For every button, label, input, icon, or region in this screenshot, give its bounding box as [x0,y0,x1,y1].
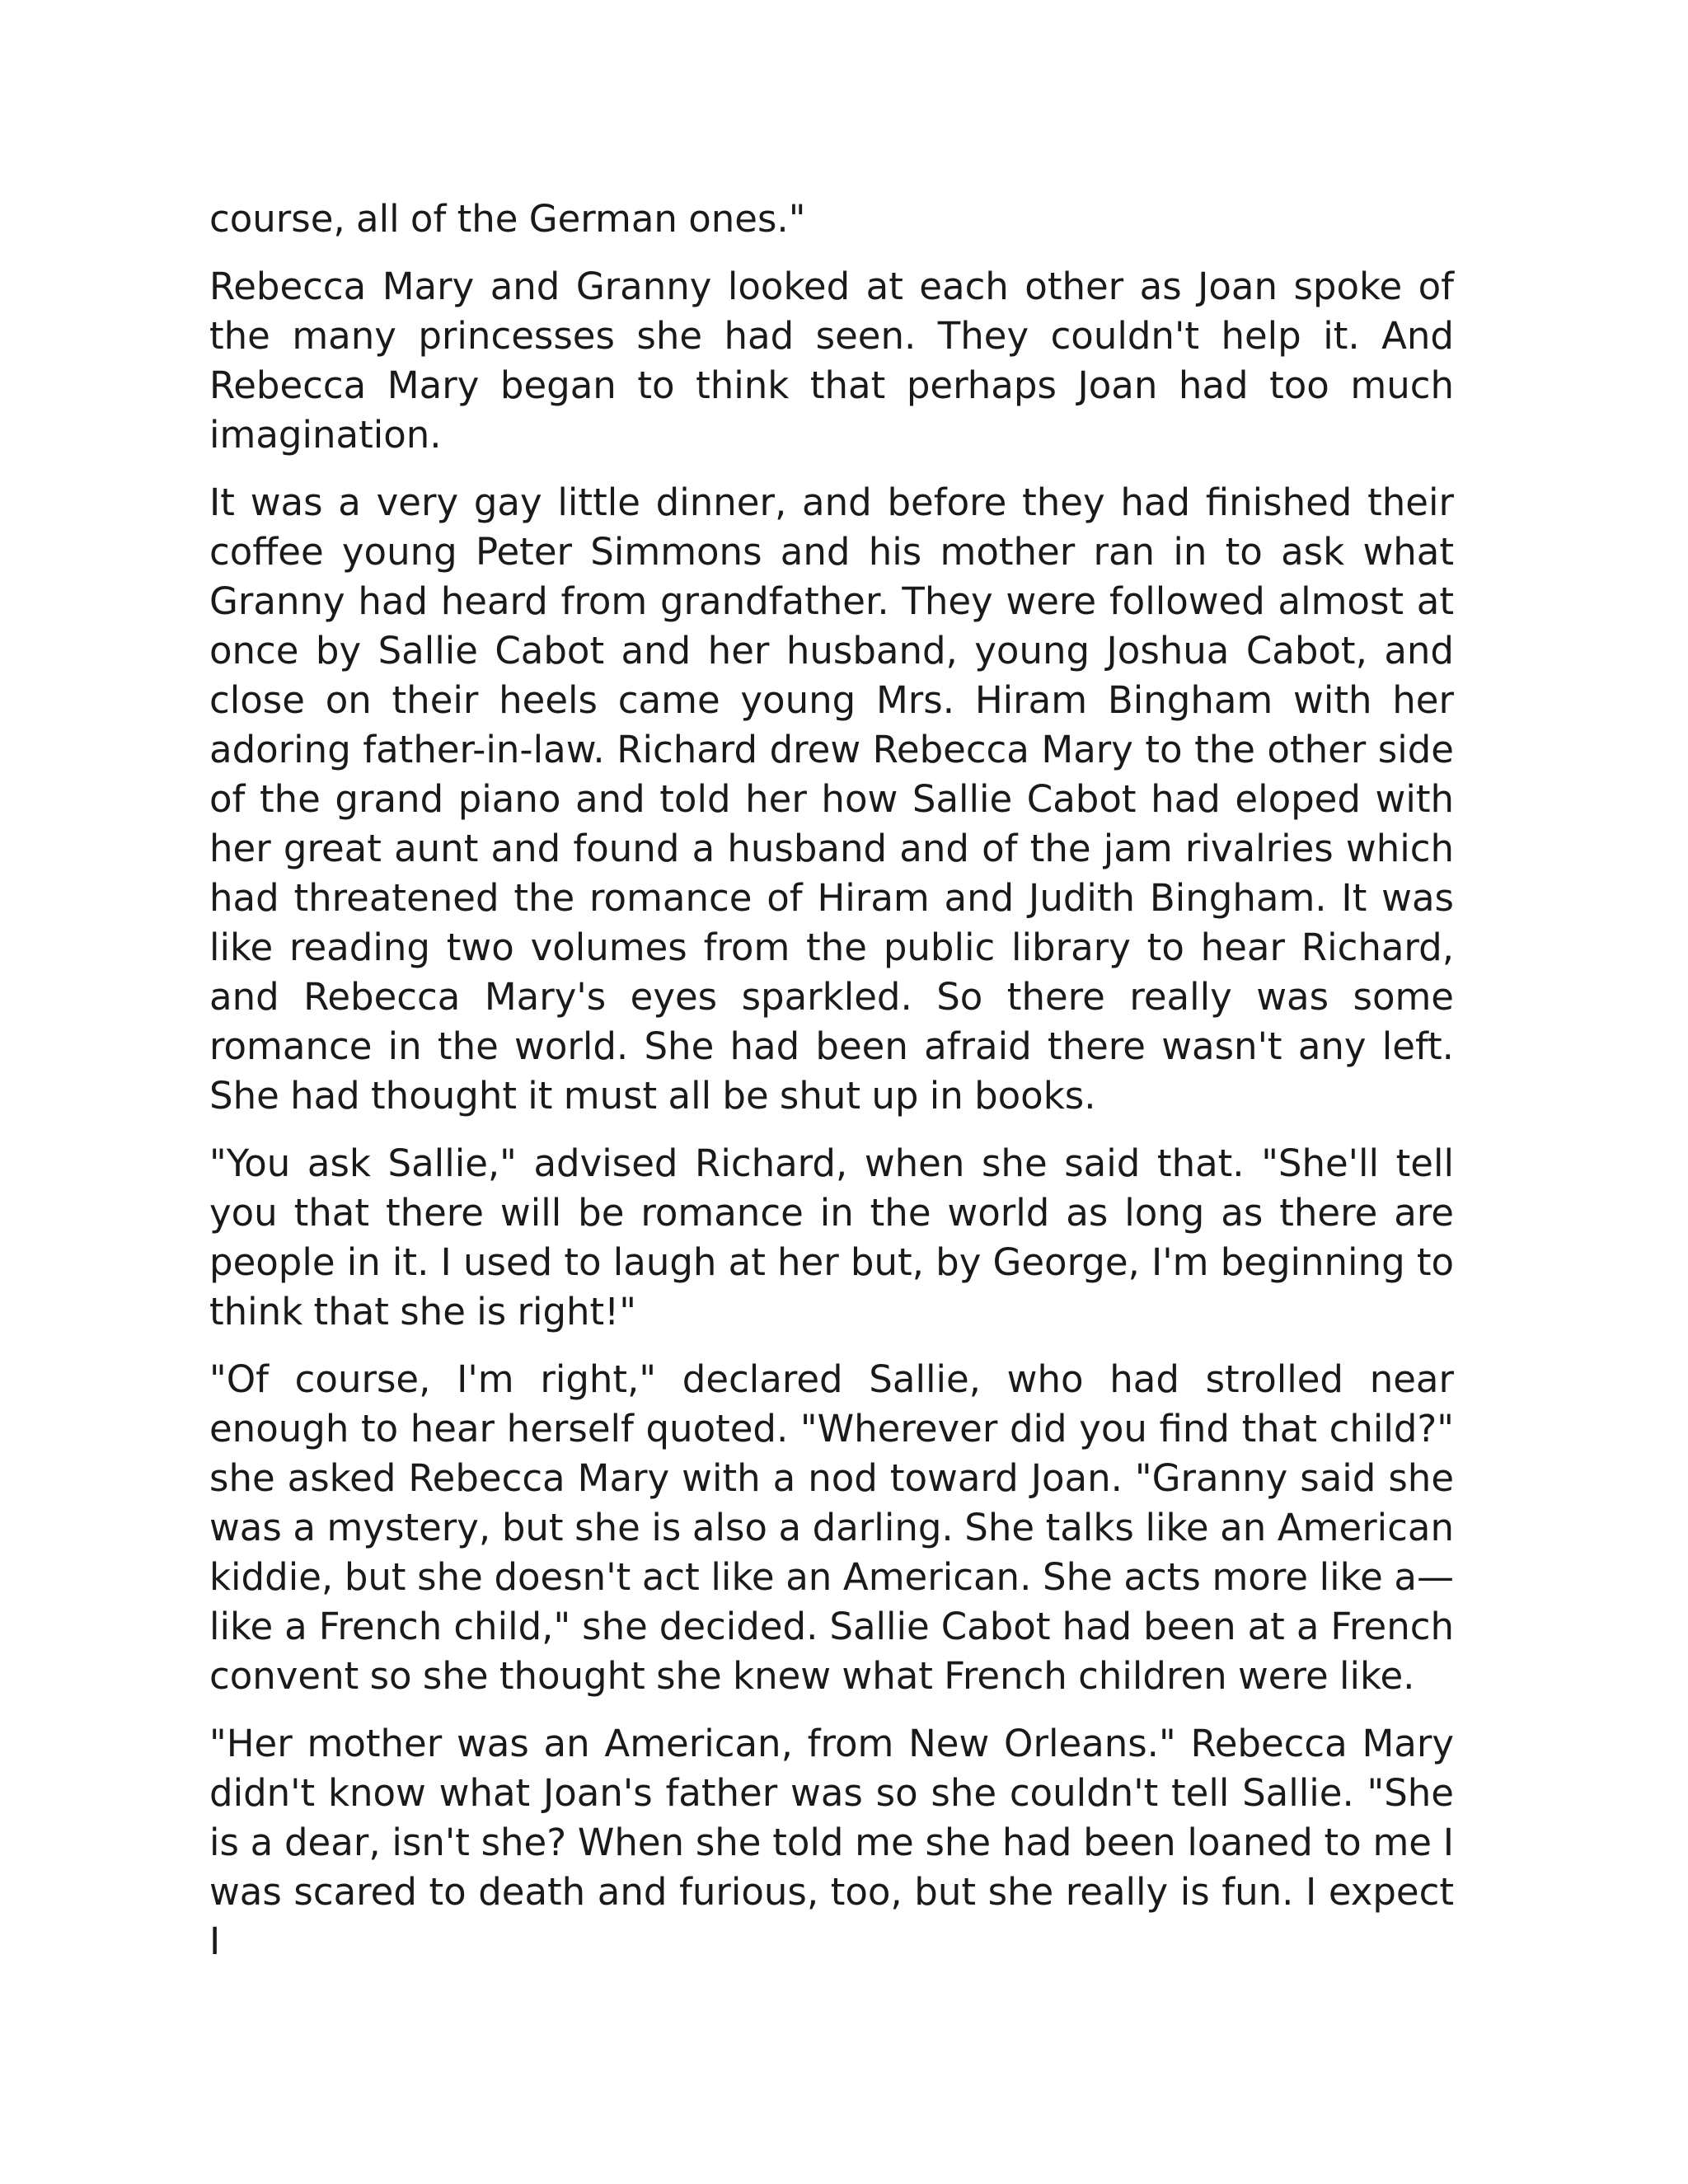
paragraph-6: "Her mother was an American, from New Orleans." Rebecca Mary didn't know what Joan's father was so she couldn't tell Sallie. "She is a dear, isn't she? When she told me she had been loaned to me I was scared to death and furious, too, but she really is fun. I expect I [209,1722,1454,1963]
paragraph-5: "Of course, I'm right," declared Sallie, who had strolled near enough to hear herself quoted. "Wherever did you find that child?" she asked Rebecca Mary with a nod toward Joan. "Granny said she was a mystery, but she is also a darling. She talks like an American kiddie, but she doesn't act like an American. She acts more like a— like a French child," she decided. Sallie Cabot had been at a French convent so she thought she knew what French children were like. [209,1357,1454,1698]
paragraph-2: Rebecca Mary and Granny looked at each other as Joan spoke of the many princesses she had seen. They couldn't help it. And Rebecca Mary began to think that perhaps Joan had too much imagination. [209,265,1454,457]
paragraph-4: "You ask Sallie," advised Richard, when she said that. "She'll tell you that there will be romance in the world as long as there are people in it. I used to laugh at her but, by George, I'm beginning to think that she is right!" [209,1141,1454,1333]
page-text-body [209,194,1454,1985]
paragraph-3: It was a very gay little dinner, and before they had finished their coffee young Peter Simmons and his mother ran in to ask what Granny had heard from grandfather. They were followed almost at once by Sallie Cabot and her husband, young Joshua Cabot, and close on their heels came young Mrs. Hiram Bingham with her adoring father-in-law. Richard drew Rebecca Mary to the other side of the grand piano and told her how Sallie Cabot had eloped with her great aunt and found a husband and of the jam rivalries which had threatened the romance of Hiram and Judith Bingham. It was like reading two volumes from the public library to hear Richard, and Rebecca Mary's eyes sparkled. So there really was some romance in the world. She had been afraid there wasn't any left. She had thought it must all be shut up in books. [209,480,1454,1118]
paragraph-1: course, all of the German ones." [209,197,806,241]
